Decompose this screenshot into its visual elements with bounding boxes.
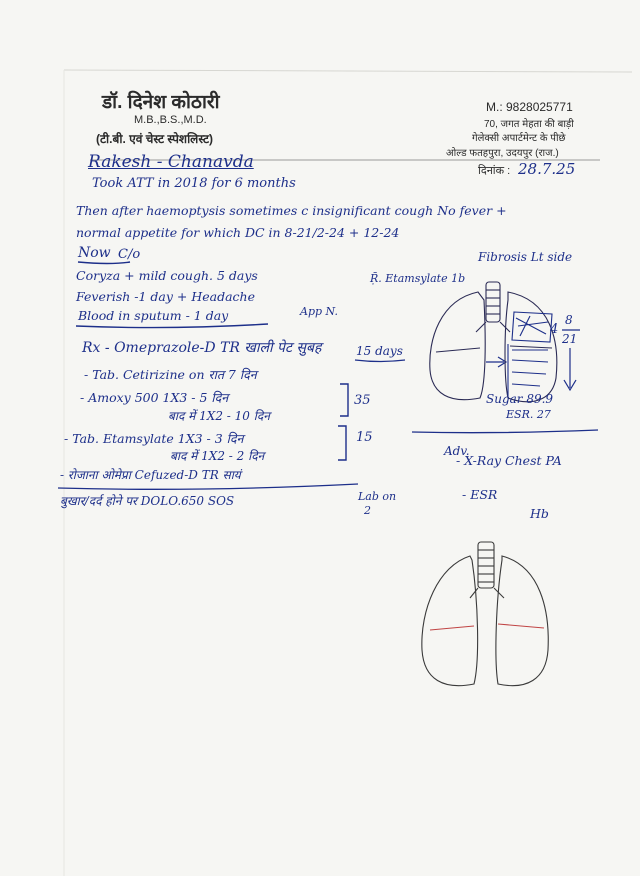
doctor-mobile: M.: 9828025771 — [486, 100, 573, 114]
complaint-2: Feverish -1 day + Headache — [76, 289, 255, 304]
history-line-1: Took ATT in 2018 for 6 months — [92, 176, 296, 191]
date-label: दिनांक : — [478, 165, 511, 177]
history-line-2: Then after haemoptysis sometimes c insignificant cough No fever + — [76, 203, 507, 218]
app-n-note: App N. — [300, 305, 338, 318]
brace-35 — [340, 384, 348, 416]
patient-name: Rakesh - Chanavda — [88, 152, 254, 172]
lung-diagram-annotated — [430, 282, 557, 402]
co-label: C/o — [118, 247, 141, 262]
esr-value: ESR. 27 — [506, 408, 551, 421]
rx-cetirizine: - Tab. Cetirizine on रात 7 दिन — [84, 367, 257, 382]
rx-last-line-1: - रोजाना ओमेप्रा Cefuzed-D TR सायं — [60, 468, 241, 482]
adv-label: Adv. — [444, 444, 470, 458]
rx-line: Rx - Omeprazole-D TR खाली पेट सुबह — [82, 340, 322, 356]
doctor-specialty: (टी.बी. एवं चेस्ट स्पेशलिस्ट) — [96, 132, 214, 146]
address-line-3: ओल्ड फतहपुरा, उदयपुर (राज.) — [446, 148, 559, 159]
etamsylate-note: Ṝ. Etamsylate 1b — [370, 272, 466, 285]
adv-xray: - X-Ray Chest PA — [456, 453, 562, 468]
lung-diagram-blank — [422, 542, 548, 686]
rx-etamsylate-b: बाद में 1X2 - 2 दिन — [170, 449, 265, 463]
doctor-degrees: M.B.,B.S.,M.D. — [134, 114, 207, 126]
sos-note: Lab on — [358, 490, 397, 503]
sugar-value: Sugar 89.9 — [486, 392, 554, 406]
doctor-name: डॉ. दिनेश कोठारी — [102, 92, 220, 113]
brace-15-label: 15 — [356, 430, 373, 445]
rx-last-line-2: बुखार/दर्द होने पर DOLO.650 SOS — [60, 494, 235, 508]
brace-35-label: 35 — [354, 393, 371, 408]
rx-amoxy-b: बाद में 1X2 - 10 दिन — [168, 409, 270, 423]
rx-amoxy-a: - Amoxy 500 1X3 - 5 दिन — [80, 390, 229, 405]
date-value: 28.7.25 — [518, 160, 576, 178]
adv-hb: Hb — [530, 506, 549, 521]
sos-note-2: 2 — [364, 504, 371, 517]
rx-etamsylate-a: - Tab. Etamsylate 1X3 - 3 दिन — [64, 431, 244, 446]
fibrosis-note: Fibrosis Lt side — [478, 250, 573, 264]
complaint-3: Blood in sputum - 1 day — [78, 308, 229, 323]
duration-15-days: 15 days — [356, 344, 403, 358]
address-line-1: 70, जगत मेहता की बाड़ी — [484, 119, 574, 130]
brace-15 — [338, 426, 346, 460]
ratio-numerator: 8 — [565, 313, 573, 327]
complaint-1: Coryza + mild cough. 5 days — [76, 268, 258, 283]
ratio-lead: 4 — [550, 322, 559, 337]
history-line-3: normal appetite for which DC in 8-21/2-24 + 12-24 — [76, 225, 400, 240]
now-label: Now — [78, 245, 111, 261]
adv-esr: - ESR — [462, 487, 498, 502]
ratio-denominator: 21 — [562, 332, 578, 346]
address-line-2: गेलेक्सी अपार्टमेन्ट के पीछे — [472, 133, 566, 144]
